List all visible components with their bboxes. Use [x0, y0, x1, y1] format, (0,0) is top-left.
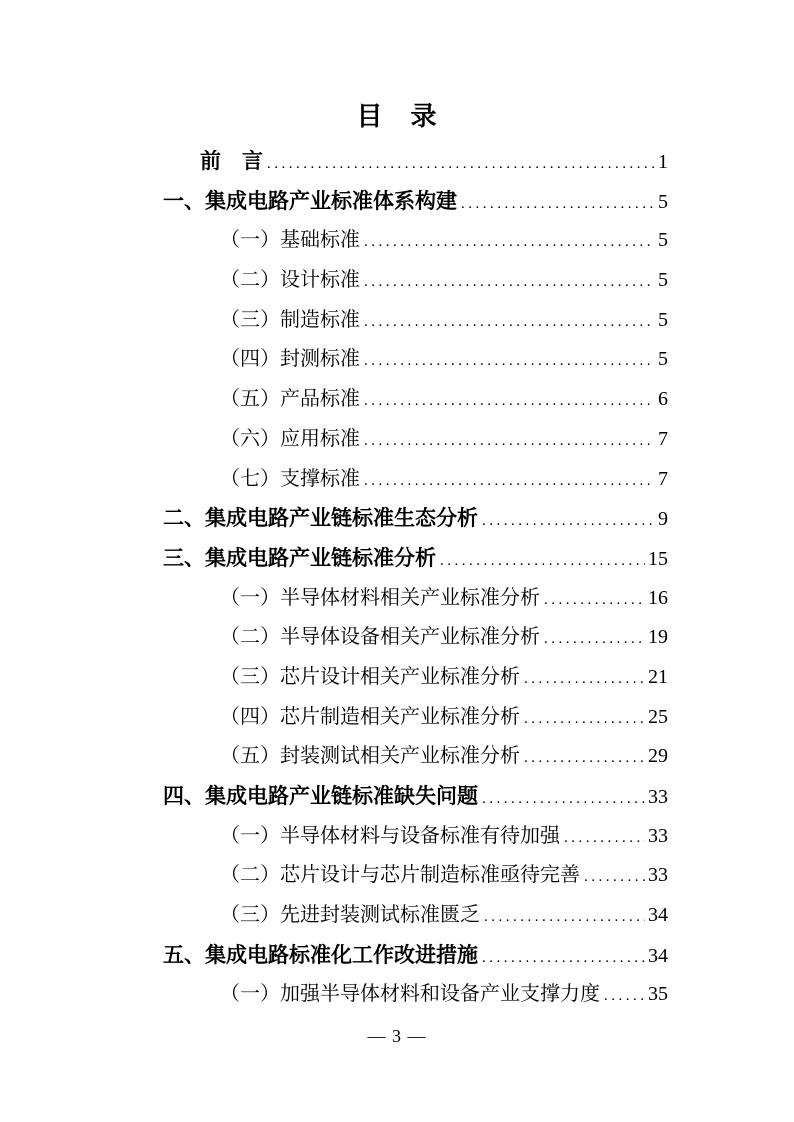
dot-leader: [604, 976, 645, 1017]
dot-leader: [364, 381, 655, 422]
toc-entry-title: 二、集成电路产业链标准生态分析: [163, 507, 478, 531]
dot-leader: [267, 144, 655, 185]
dot-leader: [584, 857, 645, 898]
toc-entry[interactable]: [163, 340, 668, 380]
dot-leader: [364, 341, 655, 382]
toc-entry[interactable]: [163, 777, 668, 817]
toc-entry-title: （二）半导体设备相关产业标准分析: [220, 626, 540, 649]
dot-leader: [364, 421, 655, 462]
toc-entry-page: 21: [648, 665, 668, 688]
toc-entry-title: 三、集成电路产业链标准分析: [163, 546, 436, 570]
toc-entry[interactable]: [163, 896, 668, 936]
dot-leader: [524, 699, 645, 740]
toc-entry-title: （三）芯片设计相关产业标准分析: [220, 665, 520, 688]
dot-leader: [524, 738, 645, 779]
toc-entry-page: 5: [658, 269, 668, 292]
toc-entry[interactable]: [163, 142, 668, 182]
toc-entry-page: 25: [648, 705, 668, 728]
toc-entry-page: 34: [648, 944, 668, 967]
dot-leader: [482, 938, 645, 979]
toc-entry-page: 34: [648, 904, 668, 927]
toc-entry-page: 33: [648, 786, 668, 808]
toc-entry[interactable]: [163, 182, 668, 222]
toc-entry-page: 5: [658, 229, 668, 252]
toc-list: [163, 142, 668, 1015]
toc-entry[interactable]: [163, 975, 668, 1015]
toc-entry-title: （四）芯片制造相关产业标准分析: [220, 705, 520, 728]
toc-entry-page: 19: [648, 626, 668, 649]
page-footer: [0, 1026, 794, 1047]
toc-entry[interactable]: [163, 737, 668, 777]
dot-leader: [484, 897, 645, 938]
page-title: 目 录: [356, 101, 438, 131]
toc-entry-page: 5: [658, 308, 668, 331]
toc-entry-page: 9: [658, 508, 668, 531]
toc-entry[interactable]: [163, 301, 668, 341]
dot-leader: [364, 302, 655, 343]
toc-entry-title: （五）封装测试相关产业标准分析: [220, 745, 520, 768]
toc-entry[interactable]: [163, 856, 668, 896]
dot-leader: [364, 222, 655, 263]
toc-entry-title: 五、集成电路标准化工作改进措施: [163, 943, 478, 967]
dot-leader: [364, 262, 655, 303]
toc-entry[interactable]: [163, 499, 668, 539]
toc-entry-page: 1: [658, 151, 668, 173]
toc-entry-page: 15: [648, 547, 668, 570]
toc-entry[interactable]: [163, 420, 668, 460]
toc-entry[interactable]: [163, 380, 668, 420]
dot-leader: [461, 184, 655, 225]
toc-entry-title: （一）半导体材料与设备标准有待加强: [220, 824, 560, 847]
toc-entry[interactable]: [163, 618, 668, 658]
toc-entry[interactable]: [163, 658, 668, 698]
toc-entry-title: （四）封测标准: [220, 348, 360, 371]
toc-entry-title: （五）产品标准: [220, 388, 360, 411]
toc-entry[interactable]: [163, 221, 668, 261]
toc-entry[interactable]: [163, 579, 668, 619]
toc-entry-title: 前 言: [200, 150, 263, 173]
footer-page-number: — 3 —: [367, 1026, 427, 1046]
toc-entry-title: （二）芯片设计与芯片制造标准亟待完善: [220, 864, 580, 887]
toc-entry-page: 5: [658, 348, 668, 371]
dot-leader: [524, 659, 645, 700]
dot-leader: [544, 619, 645, 660]
toc-entry-title: （七）支撑标准: [220, 467, 360, 490]
toc-entry[interactable]: [163, 539, 668, 579]
toc-entry-page: 33: [648, 864, 668, 887]
toc-entry[interactable]: [163, 261, 668, 301]
toc-entry-page: 33: [648, 824, 668, 847]
toc-entry-title: （二）设计标准: [220, 269, 360, 292]
dot-leader: [440, 541, 645, 582]
toc-entry-page: 29: [648, 745, 668, 768]
toc-entry-title: 一、集成电路产业标准体系构建: [163, 189, 457, 213]
toc-entry[interactable]: [163, 460, 668, 500]
toc-entry-title: （六）应用标准: [220, 427, 360, 450]
dot-leader: [544, 580, 645, 621]
toc-entry-page: 7: [658, 427, 668, 450]
toc-entry-title: 四、集成电路产业链标准缺失问题: [163, 785, 478, 808]
toc-entry-title: （三）先进封装测试标准匮乏: [220, 904, 480, 927]
toc-entry-title: （一）半导体材料相关产业标准分析: [220, 586, 540, 609]
dot-leader: [364, 461, 655, 502]
dot-leader: [482, 501, 655, 542]
toc-entry[interactable]: [163, 936, 668, 976]
toc-entry-page: 7: [658, 467, 668, 490]
toc-entry[interactable]: [163, 698, 668, 738]
toc-entry-page: 16: [648, 586, 668, 609]
dot-leader: [482, 779, 645, 820]
toc-entry-title: （一）加强半导体材料和设备产业支撑力度: [220, 983, 600, 1006]
dot-leader: [564, 818, 645, 859]
toc-entry-title: （一）基础标准: [220, 229, 360, 252]
toc-entry-page: 6: [658, 388, 668, 411]
toc-entry-page: 5: [658, 190, 668, 213]
toc-entry-page: 35: [648, 983, 668, 1006]
toc-entry-title: （三）制造标准: [220, 308, 360, 331]
toc-entry[interactable]: [163, 817, 668, 857]
